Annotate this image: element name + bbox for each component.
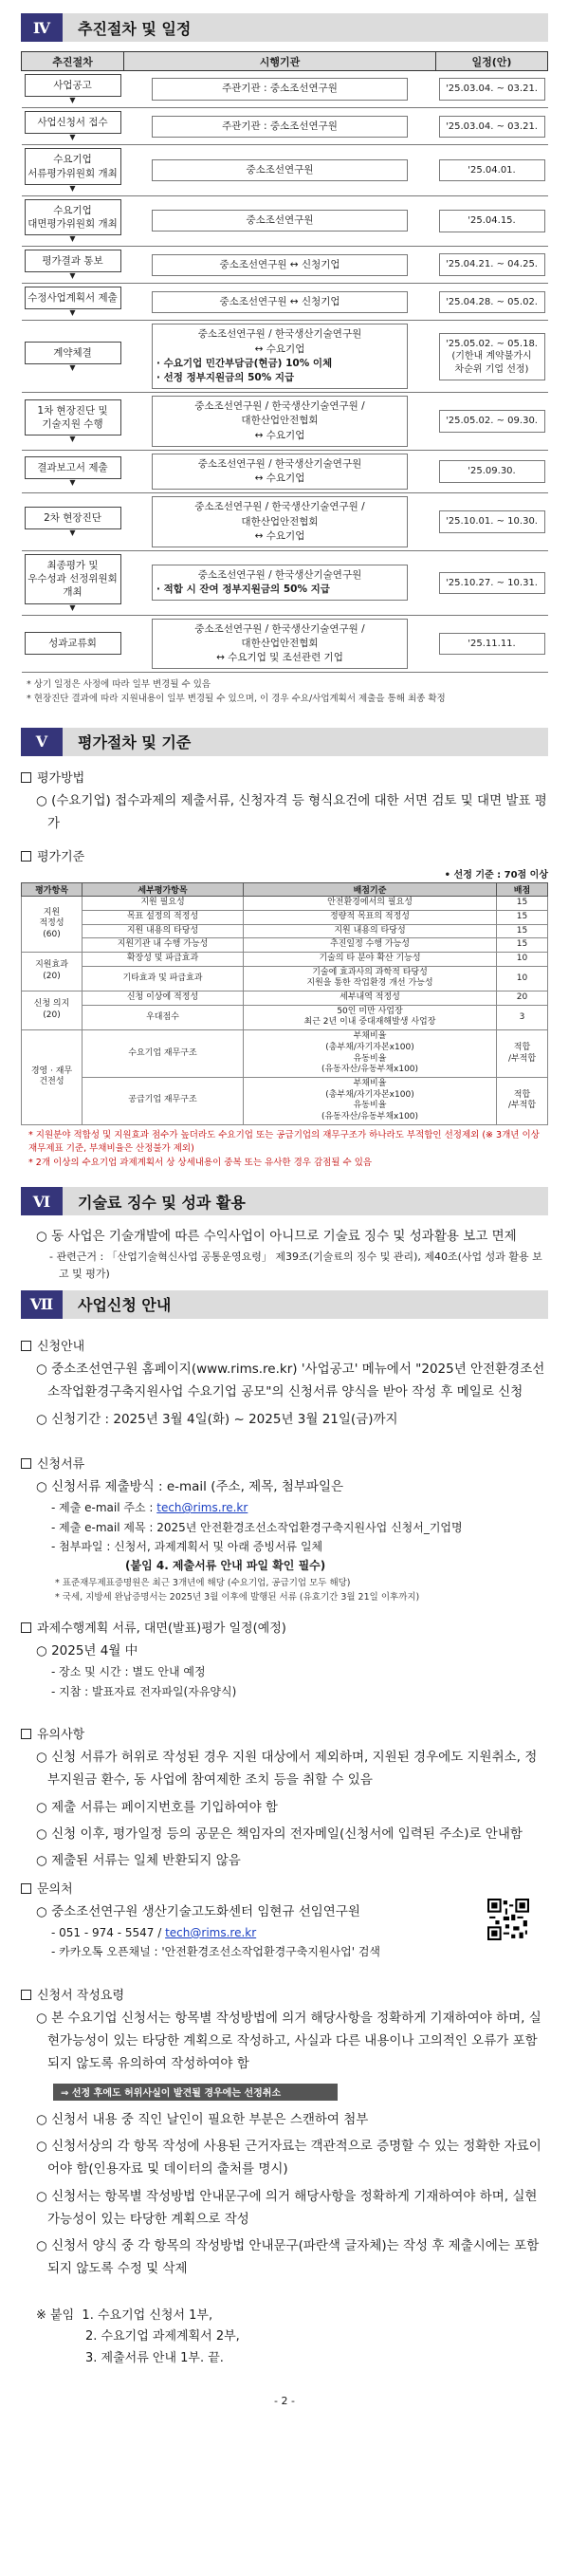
eval-row	[22, 938, 548, 953]
procedure-row	[22, 145, 548, 195]
eval-row	[22, 991, 548, 1006]
procedure-org-line: ∙ 수요기업 민간부담금(현금) 10% 이체	[156, 357, 333, 369]
eval-score: 3	[497, 1005, 548, 1029]
docs-attach: - 첨부파일 : 신청서, 과제계획서 및 아래 증빙서류 일체	[51, 1539, 323, 1553]
eval-score: 15	[497, 910, 548, 924]
eval-row	[22, 966, 548, 991]
procedure-org	[152, 454, 408, 490]
attachment-2: 2. 수요기업 과제계획서 2부,	[85, 2329, 240, 2344]
procedure-org: 중소조선연구원	[152, 210, 408, 232]
write-3: ○ 신청서상의 각 항목 작성에 사용된 근거자료는 객관적으로 증명할 수 있는 정확한 자료이어야 함(인용자료 및 데이터의 출처를 명시)	[36, 2138, 541, 2178]
section-7-number: Ⅶ	[21, 1290, 63, 1319]
eval-crit: 50인 미만 사업장 최근 2년 이내 중대재해발생 사업장	[244, 1005, 497, 1029]
docs-email-line: - 제출 e-mail 주소 : tech@rims.re.kr	[51, 1501, 248, 1515]
eval-sub: 지원기관 내 수행 가능성	[83, 938, 244, 953]
procedure-org	[152, 496, 408, 547]
eval-finance-item: 부채비율	[353, 1031, 387, 1042]
eval-schedule-heading: 과제수행계획 서류, 대면(발표)평가 일정(예정)	[21, 1618, 548, 1636]
procedure-org	[152, 396, 408, 447]
down-arrow-icon: ▼	[69, 602, 76, 612]
docs-email-link[interactable]: tech@rims.re.kr	[156, 1501, 248, 1515]
section-5-header	[21, 728, 548, 756]
procedure-org-line: ↔ 수요기업	[254, 343, 305, 355]
section-6-header	[21, 1187, 548, 1215]
caution-3: ○ 신청 이후, 평가일정 등의 공문은 책임자의 전자메일(신청서에 입력된 주소)로 안내함	[36, 1826, 523, 1843]
procedure-org-line: ↔ 수요기업	[254, 429, 305, 441]
selection-cancel-banner: ⇒ 선정 후에도 허위사실이 발견될 경우에는 선정취소	[53, 2084, 338, 2101]
procedure-note-2: * 현장진단 결과에 따라 지원내용이 일부 변경될 수 있으며, 이 경우 수요/사업계획서 제출을 통해 최종 확정	[27, 694, 446, 705]
section-7-header	[21, 1290, 548, 1319]
eval-row	[22, 910, 548, 924]
procedure-note-1: * 상기 일정은 사정에 따라 일부 변경될 수 있음	[27, 679, 211, 691]
procedure-step: 수요기업 서류평가위원회 개최	[25, 148, 121, 184]
section-6-number: Ⅵ	[21, 1187, 63, 1215]
procedure-period: '25.11.11.	[439, 633, 545, 656]
procedure-step: 계약체결	[25, 342, 121, 364]
procedure-row	[22, 71, 548, 108]
write-heading: 신청서 작성요령	[21, 1985, 548, 2003]
procedure-step: 성과교류회	[25, 632, 121, 655]
section-4-title: 추진절차 및 일정	[78, 19, 192, 38]
down-arrow-icon: ▼	[69, 183, 76, 193]
contact-1: ○ 중소조선연구원 생산기술고도화센터 임현규 선임연구원	[36, 1903, 360, 1919]
eval-sub: 목표 설정의 적정성	[83, 910, 244, 924]
evaluation-table	[21, 882, 548, 1124]
contact-2: - 051 - 974 - 5547 / tech@rims.re.kr	[51, 1925, 257, 1939]
procedure-header-step: 추진절차	[22, 52, 124, 71]
procedure-org-line: 중소조선연구원 / 한국생산기술연구원 /	[194, 622, 365, 635]
eval-sub: 지원 내용의 타당성	[83, 924, 244, 938]
procedure-step: 결과보고서 제출	[25, 456, 121, 479]
eval-finance-score: 적합 /부적합	[497, 1077, 548, 1124]
procedure-row	[22, 450, 548, 492]
procedure-row	[22, 393, 548, 451]
eval-finance-items	[244, 1030, 497, 1078]
procedure-org: 주관기관 : 중소조선연구원	[152, 78, 408, 100]
eval-sub: 확장성 및 파급효과	[83, 953, 244, 967]
procedure-step: 최종평가 및 우수성과 선정위원회 개최	[25, 554, 121, 604]
attachments	[21, 2306, 548, 2370]
eval-crit: 세부내역 적정성	[244, 991, 497, 1006]
eval-finance-item: (총부채/자기자본x100)	[325, 1042, 414, 1052]
write-2: ○ 신청서 내용 중 직인 날인이 필요한 부분은 스캔하여 첨부	[36, 2111, 369, 2127]
eval-method-heading: 평가방법	[21, 768, 548, 786]
eval-red-note-1: * 지원분야 적합성 및 지원효과 점수가 높더라도 수요기업 또는 공급기업의 재무구조가 하나라도 부적합인 선정제외 (※ 3개년 이상 재무제표 기준, 부채비율은 산정불가 제외)	[28, 1129, 540, 1154]
procedure-step: 수정사업계획서 제출	[25, 287, 121, 309]
eval-score: 15	[497, 897, 548, 911]
section-4-header	[21, 13, 548, 42]
eval-score: 15	[497, 924, 548, 938]
eval-method-text: ○ (수요기업) 접수과제의 제출서류, 신청자격 등 형식요건에 대한 서면 검토 및 대면 발표 평가	[36, 792, 547, 831]
down-arrow-icon: ▼	[69, 96, 76, 105]
royalty-basis: - 관련근거 : 「산업기술혁신사업 공통운영요령」 제39조(기술료의 징수 및 관리), 제40조(사업 성과 활용 보고 및 평가)	[49, 1250, 542, 1280]
eval-sub: 기타효과 및 파급효과	[83, 966, 244, 991]
procedure-org-line: 대한산업안전협회	[241, 637, 319, 649]
procedure-period: '25.03.04. ~ 03.21.	[439, 116, 545, 139]
procedure-org: 중소조선연구원	[152, 159, 408, 181]
caution-4: ○ 제출된 서류는 일체 반환되지 않음	[36, 1853, 241, 1869]
selection-standard: • 선정 기준 : 70점 이상	[444, 870, 548, 881]
procedure-period: '25.04.28. ~ 05.02.	[439, 291, 545, 314]
eval-header-item: 세부평가항목	[83, 883, 244, 897]
eval-when: ○ 2025년 4월 中	[36, 1643, 138, 1659]
checkbox-square-icon	[21, 1458, 31, 1469]
eval-finance-item: 부채비율	[353, 1078, 387, 1088]
procedure-step: 사업신청서 접수	[25, 111, 121, 134]
procedure-row	[22, 195, 548, 246]
procedure-header-org: 시행기관	[124, 52, 436, 71]
section-6-title: 기술료 징수 및 성과 활용	[78, 1193, 246, 1212]
procedure-org-line: 대한산업안전협회	[241, 515, 319, 528]
docs-subject: - 제출 e-mail 제목 : 2025년 안전환경조선소작업환경구축지원사업 신청서_기업명	[51, 1520, 463, 1534]
eval-crit: 정량적 목표의 적정성	[244, 910, 497, 924]
procedure-org-line: ∙ 적합 시 잔여 정부지원금의 50% 지급	[156, 584, 330, 596]
procedure-org	[152, 324, 408, 389]
eval-file: - 지참 : 발표자료 전자파일(자유양식)	[51, 1684, 237, 1698]
eval-header-category: 평가항목	[22, 883, 83, 897]
guide-text-1: ○ 중소조선연구원 홈페이지(www.rims.re.kr) '사업공고' 메뉴에서 "2025년 안전환경조선소작업환경구축지원사업 수요기업 공모"의 신청서류 양식을 받아 작성 후 메일로 신청	[36, 1361, 545, 1400]
procedure-period: '25.10.27. ~ 10.31.	[439, 572, 545, 595]
procedure-org-line: ↔ 수요기업	[254, 529, 305, 542]
procedure-period: '25.03.04. ~ 03.21.	[439, 78, 545, 101]
checkbox-square-icon	[21, 1622, 31, 1633]
procedure-step: 수요기업 대면평가위원회 개최	[25, 199, 121, 235]
write-5: ○ 신청서 양식 중 각 항목의 작성방법 안내문구(파란색 글자체)는 작성 후 제출시에는 포함되지 않도록 수정 및 삭제	[36, 2238, 540, 2277]
eval-category: 지원 적정성 (60)	[22, 897, 83, 953]
procedure-period: '25.04.15.	[439, 210, 545, 232]
eval-finance-score: 적합 /부적합	[497, 1030, 548, 1078]
down-arrow-icon: ▼	[69, 435, 76, 444]
eval-finance-item: 유동비율	[353, 1101, 387, 1111]
procedure-step: 사업공고	[25, 74, 121, 97]
procedure-row	[22, 284, 548, 321]
docs-note-2: * 국세, 지방세 완납증명서는 2025년 3월 이후에 발행된 서류 (유효기간 3월 21일 이후까지)	[55, 1591, 420, 1603]
procedure-row	[22, 321, 548, 393]
procedure-org: 주관기관 : 중소조선연구원	[152, 116, 408, 138]
eval-finance-item: (총부채/자기자본x100)	[325, 1089, 414, 1100]
eval-score: 15	[497, 938, 548, 953]
contact-3: - 카카오톡 오픈채널 : '안전환경조선소작업환경구축지원사업' 검색	[51, 1945, 381, 1959]
procedure-org: 중소조선연구원 ↔ 신청기업	[152, 254, 408, 276]
procedure-step: 평가결과 통보	[25, 250, 121, 272]
procedure-header-period: 일정(안)	[436, 52, 548, 71]
checkbox-square-icon	[21, 1341, 31, 1351]
eval-finance-row	[22, 1030, 548, 1078]
down-arrow-icon: ▼	[69, 308, 76, 318]
procedure-period: '25.05.02. ~ 05.18. (기한내 계약불가시 차순위 기업 선정)	[439, 333, 545, 381]
eval-finance-items	[244, 1077, 497, 1124]
eval-criteria-heading: 평가기준	[21, 846, 548, 864]
eval-red-note-2: * 2개 이상의 수요기업 과제계획서 상 상세내용이 중복 또는 유사한 경우 감점될 수 있음	[28, 1158, 373, 1169]
caution-2: ○ 제출 서류는 페이지번호를 기입하여야 함	[36, 1799, 278, 1815]
procedure-org	[152, 565, 408, 601]
royalty-text: ○ 동 사업은 기술개발에 따른 수익사업이 아니므로 기술료 징수 및 성과활용 보고 면제	[36, 1229, 517, 1245]
checkbox-square-icon	[21, 1990, 31, 2000]
procedure-org-line: ↔ 수요기업	[254, 473, 305, 485]
eval-row	[22, 1005, 548, 1029]
procedure-step: 2차 현장진단	[25, 507, 121, 529]
eval-finance-item: (유동자산/유동부채x100)	[321, 1111, 419, 1121]
down-arrow-icon: ▼	[69, 271, 76, 281]
procedure-org-line: 중소조선연구원 / 한국생산기술연구원	[197, 457, 362, 470]
procedure-org: 중소조선연구원 ↔ 신청기업	[152, 291, 408, 313]
procedure-period: '25.04.01.	[439, 159, 545, 182]
eval-header-criteria: 배점기준	[244, 883, 497, 897]
procedure-row	[22, 551, 548, 616]
procedure-period: '25.10.01. ~ 10.30.	[439, 510, 545, 533]
procedure-org-line: 중소조선연구원 / 한국생산기술연구원	[197, 569, 362, 582]
procedure-org-line: 중소조선연구원 / 한국생산기술연구원 /	[194, 400, 365, 413]
procedure-org-line: 대한산업안전협회	[241, 415, 319, 427]
eval-crit: 지원 내용의 타당성	[244, 924, 497, 938]
guide-heading: 신청안내	[21, 1336, 548, 1354]
contact-email-link[interactable]: tech@rims.re.kr	[165, 1925, 257, 1939]
eval-row	[22, 897, 548, 911]
down-arrow-icon: ▼	[69, 234, 76, 244]
procedure-row	[22, 108, 548, 145]
eval-sub: 지원 필요성	[83, 897, 244, 911]
eval-header-score: 배점	[497, 883, 548, 897]
procedure-org-line: 중소조선연구원 / 한국생산기술연구원 /	[194, 501, 365, 513]
down-arrow-icon: ▼	[69, 528, 76, 538]
caution-1: ○ 신청 서류가 허위로 작성된 경우 지원 대상에서 제외하며, 지원된 경우에도 지원취소, 정부지원금 환수, 동 사업에 참여제한 조치 등을 취할 수 있음	[36, 1750, 538, 1788]
eval-place: - 장소 및 시간 : 별도 안내 예정	[51, 1665, 206, 1679]
eval-score: 10	[497, 966, 548, 991]
eval-crit: 기술에 효과사의 과학적 타당성 지원을 통한 작업환경 개선 가능성	[244, 966, 497, 991]
checkbox-square-icon	[21, 1729, 31, 1739]
procedure-period: '25.04.21. ~ 04.25.	[439, 253, 545, 276]
eval-crit: 기술의 타 분야 확산 기능성	[244, 953, 497, 967]
guide-text-2: ○ 신청기간 : 2025년 3월 4일(화) ~ 2025년 3월 21일(금)까지	[36, 1411, 398, 1427]
procedure-row	[22, 247, 548, 284]
eval-row	[22, 924, 548, 938]
procedure-org-line: ↔ 수요기업 및 조선관련 기업	[216, 651, 343, 663]
eval-category: 신청 의지 (20)	[22, 991, 83, 1030]
procedure-row	[22, 493, 548, 551]
write-4: ○ 신청서는 항목별 작성방법 안내문구에 의거 해당사항을 정확하게 기재하여야 하며, 실현가능성이 있는 타당한 계획으로 작성	[36, 2188, 538, 2227]
eval-finance-type: 수요기업 재무구조	[83, 1030, 244, 1078]
eval-finance-item: 유동비율	[353, 1053, 387, 1064]
down-arrow-icon: ▼	[69, 362, 76, 372]
checkbox-square-icon	[21, 772, 31, 783]
checkbox-square-icon	[21, 1883, 31, 1894]
eval-finance-category: 경영 · 재무 건전성	[22, 1030, 83, 1125]
procedure-period: '25.05.02. ~ 09.30.	[439, 410, 545, 433]
eval-sub: 신청 이상에 적정성	[83, 991, 244, 1006]
eval-score: 10	[497, 953, 548, 967]
eval-finance-row	[22, 1077, 548, 1124]
attachment-3: 3. 제출서류 안내 1부. 끝.	[85, 2351, 224, 2366]
eval-sub: 우대점수	[83, 1005, 244, 1029]
docs-heading: 신청서류	[21, 1454, 548, 1472]
checkbox-square-icon	[21, 851, 31, 862]
procedure-step: 1차 현장진단 및 기술지원 수행	[25, 399, 121, 436]
eval-finance-item: (유동자산/유동부채x100)	[321, 1065, 419, 1075]
eval-crit: 안전환경에서의 필요성	[244, 897, 497, 911]
section-4-number: Ⅳ	[21, 13, 63, 42]
docs-attach-note: (붙임 4. 제출서류 안내 파일 확인 필수)	[125, 1559, 326, 1573]
qr-code-icon[interactable]	[487, 1899, 529, 1940]
procedure-table	[21, 51, 548, 673]
attachment-1: ※ 붙임 1. 수요기업 신청서 1부,	[36, 2307, 213, 2323]
caution-heading: 유의사항	[21, 1724, 548, 1742]
section-5-number: Ⅴ	[21, 728, 63, 756]
down-arrow-icon: ▼	[69, 478, 76, 488]
eval-crit: 추진일정 수행 가능성	[244, 938, 497, 953]
write-1: ○ 본 수요기업 신청서는 항목별 작성방법에 의거 해당사항을 정확하게 기재하여야 하며, 실현가능성이 있는 타당한 계획으로 작성하고, 사실과 다른 내용이나 고의적인 오류가 포함되지 않도록 유의하여 작성하여야 함	[36, 2010, 541, 2072]
eval-row	[22, 953, 548, 967]
procedure-period: '25.09.30.	[439, 460, 545, 483]
docs-note-1: * 표준재무제표증명원은 최근 3개년에 해당 (수요기업, 공급기업 모두 해당)	[55, 1577, 351, 1588]
procedure-org-line: ∙ 선정 정부지원금의 50% 지급	[156, 372, 295, 384]
eval-finance-type: 공급기업 재무구조	[83, 1077, 244, 1124]
procedure-org-line: 중소조선연구원 / 한국생산기술연구원	[197, 328, 362, 341]
section-5-title: 평가절차 및 기준	[78, 733, 192, 752]
section-7-title: 사업신청 안내	[78, 1296, 172, 1315]
page-number: - 2 -	[274, 2394, 295, 2407]
procedure-org	[152, 619, 408, 670]
contact-heading: 문의처	[21, 1879, 548, 1897]
eval-category: 지원효과 (20)	[22, 953, 83, 991]
down-arrow-icon: ▼	[69, 133, 76, 142]
eval-score: 20	[497, 991, 548, 1006]
docs-method: ○ 신청서류 제출방식 : e-mail (주소, 제목, 첨부파일은	[36, 1478, 344, 1494]
procedure-row	[22, 615, 548, 673]
